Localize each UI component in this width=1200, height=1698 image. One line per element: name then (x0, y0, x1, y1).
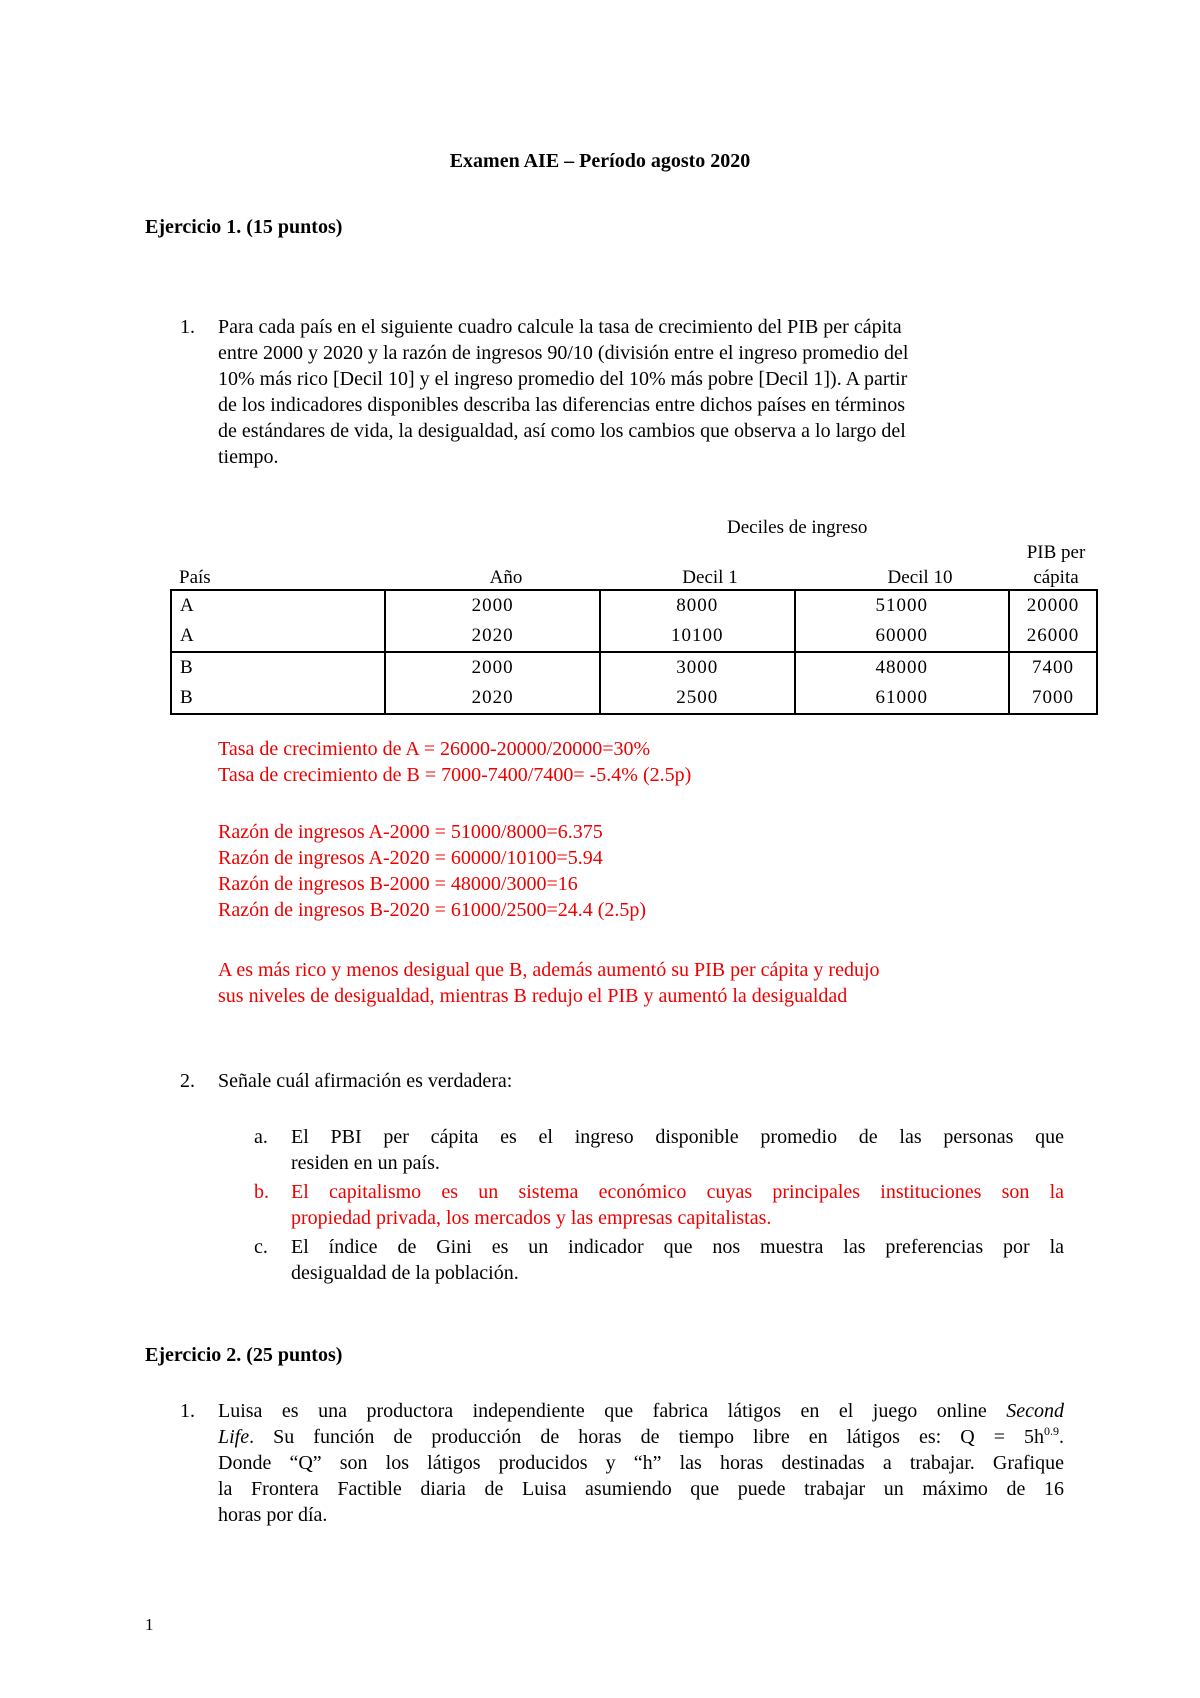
document-title: Examen AIE – Período agosto 2020 (449, 150, 751, 172)
option-line: residen en un país. (291, 1152, 440, 1174)
cell-decil10: 48000 (795, 652, 1010, 683)
option-line: desigualdad de la población. (291, 1262, 519, 1284)
table-row (171, 652, 1097, 683)
option-b-letter: b. (254, 1181, 269, 1203)
game-name-part: Second (1006, 1400, 1064, 1422)
question-1-line: de los indicadores disponibles describa las diferencias entre dichos países en términos (218, 394, 906, 416)
question-line-text: . (1059, 1426, 1064, 1448)
ejercicio-2-question-1-text (218, 1398, 1064, 1528)
question-line: horas por día. (218, 1504, 328, 1526)
page-number: 1 (145, 1615, 154, 1634)
cell-anio: 2000 (385, 652, 600, 683)
question-1-number: 1. (180, 316, 195, 338)
table-row (171, 683, 1097, 714)
answer-line: A es más rico y menos desigual que B, además aumentó su PIB per cápita y redujo (218, 959, 880, 981)
question-line-text: . Su función de producción de horas de tiempo libre en látigos es: Q = 5h (249, 1426, 1044, 1448)
option-b-text (291, 1179, 1064, 1231)
answer-line: Razón de ingresos B-2020 = 61000/2500=24.4 (2.5p) (218, 899, 647, 921)
question-line: Donde “Q” son los látigos producidos y “h” las horas destinadas a trabajar. Grafique (218, 1452, 1064, 1474)
question-1-line: Para cada país en el siguiente cuadro calcule la tasa de crecimiento del PIB per cápita (218, 316, 902, 338)
option-c-letter: c. (254, 1236, 268, 1258)
answer-line: Tasa de crecimiento de A = 26000-20000/20000=30% (218, 738, 651, 760)
cell-pib: 26000 (1009, 621, 1097, 652)
ejercicio-1-heading: Ejercicio 1. (15 puntos) (145, 216, 343, 238)
table-header-anio: Año (489, 567, 523, 588)
answer-income-ratios (218, 819, 1064, 923)
answer-line: sus niveles de desigualdad, mientras B redujo el PIB y aumentó la desigualdad (218, 985, 848, 1007)
option-line: El capitalismo es un sistema económico cuyas principales instituciones son la (291, 1181, 1064, 1203)
question-line: la Frontera Factible diaria de Luisa asumiendo que puede trabajar un máximo de 16 (218, 1478, 1064, 1500)
cell-decil10: 51000 (795, 590, 1010, 621)
question-1-line: entre 2000 y 2020 y la razón de ingresos 90/10 (división entre el ingreso promedio del (218, 342, 909, 364)
cell-decil1: 10100 (600, 621, 795, 652)
question-line-text: Luisa es una productora independiente que fabrica látigos en el juego online (218, 1400, 1007, 1422)
cell-decil1: 2500 (600, 683, 795, 714)
question-1-line: 10% más rico [Decil 10] y el ingreso promedio del 10% más pobre [Decil 1]). A partir (218, 368, 908, 390)
game-name-part: Life (218, 1426, 250, 1448)
ejercicio-2-question-1-number: 1. (180, 1400, 195, 1422)
question-2-number: 2. (180, 1070, 195, 1092)
option-a-letter: a. (254, 1126, 268, 1148)
income-deciles-table (170, 589, 1098, 715)
cell-anio: 2020 (385, 621, 600, 652)
option-c-text (291, 1234, 1064, 1286)
table-header-pib-line1: PIB per (1026, 542, 1086, 563)
table-header-decil10: Decil 10 (887, 567, 953, 588)
option-line: El índice de Gini es un indicador que nos muestra las preferencias por la (291, 1236, 1064, 1258)
answer-growth-rates (218, 736, 1064, 788)
cell-pais: A (171, 621, 385, 652)
question-line (218, 1424, 1064, 1450)
cell-pais: B (171, 652, 385, 683)
option-a-text (291, 1124, 1064, 1176)
exponent: 0.9 (1044, 1424, 1059, 1438)
cell-pib: 20000 (1009, 590, 1097, 621)
answer-line: Razón de ingresos B-2000 = 48000/3000=16 (218, 873, 578, 895)
answer-conclusion (218, 957, 1064, 1009)
cell-decil1: 8000 (600, 590, 795, 621)
table-row (171, 590, 1097, 621)
table-group-header: Deciles de ingreso (727, 517, 868, 538)
option-line: propiedad privada, los mercados y las empresas capitalistas. (291, 1207, 772, 1229)
cell-decil1: 3000 (600, 652, 795, 683)
cell-pais: A (171, 590, 385, 621)
answer-line: Razón de ingresos A-2000 = 51000/8000=6.375 (218, 821, 603, 843)
cell-anio: 2020 (385, 683, 600, 714)
cell-decil10: 61000 (795, 683, 1010, 714)
table-header-pais: País (179, 567, 211, 588)
question-1-line: de estándares de vida, la desigualdad, así como los cambios que observa a lo largo del (218, 420, 906, 442)
cell-anio: 2000 (385, 590, 600, 621)
cell-pais: B (171, 683, 385, 714)
answer-line: Razón de ingresos A-2020 = 60000/10100=5.94 (218, 847, 603, 869)
cell-pib: 7000 (1009, 683, 1097, 714)
question-1-line: tiempo. (218, 446, 279, 468)
cell-decil10: 60000 (795, 621, 1010, 652)
answer-line: Tasa de crecimiento de B = 7000-7400/7400= -5.4% (2.5p) (218, 764, 692, 786)
question-1-text (218, 314, 1064, 470)
question-2-text: Señale cuál afirmación es verdadera: (218, 1070, 513, 1092)
table-header-decil1: Decil 1 (682, 567, 738, 588)
cell-pib: 7400 (1009, 652, 1097, 683)
question-line (218, 1398, 1064, 1424)
table-header-pib-line2: cápita (1033, 567, 1079, 588)
table-row (171, 621, 1097, 652)
option-line: El PBI per cápita es el ingreso disponible promedio de las personas que (291, 1126, 1064, 1148)
ejercicio-2-heading: Ejercicio 2. (25 puntos) (145, 1344, 343, 1366)
